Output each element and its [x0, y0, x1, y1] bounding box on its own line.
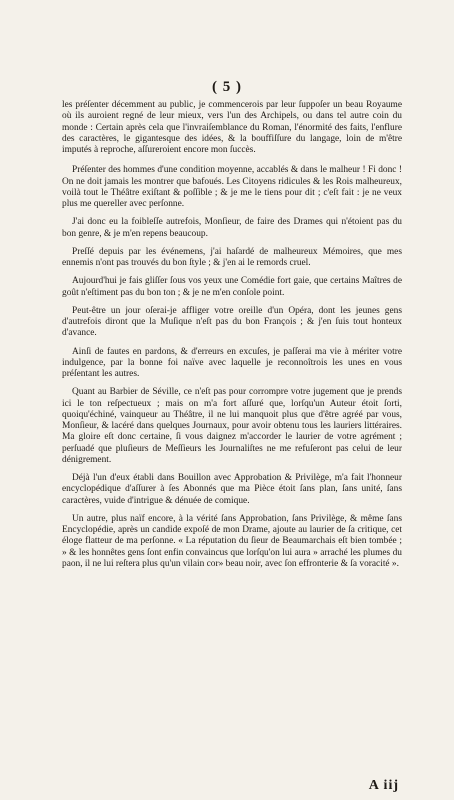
paragraph: Aujourd'hui je fais gliſſer ſous vos yeux une Comédie fort gaie, que certains Maîtres de goût n'eſtiment pas du bon ton ; & je ne m'en conſole point. [62, 276, 402, 298]
paragraph: Un autre, plus naïf encore, à la vérité ſans Approbation, ſans Privilège, & même ſans Encyclopédie, après un candide expoſé de mon Drame, ajoute au laurier de ſa critique, cet éloge flatteur de ma perſonne. « La réputation du ſieur de Beaumarchais eſt bien tombée ; » & les honnêtes gens ſont enfin convaincus que lorſqu'on lui aura » arraché les plumes du paon, il ne lui reſtera plus qu'un vilain cor» beau noir, avec ſon effronterie & ſa voracité ». [62, 513, 402, 569]
paragraph: les préſenter décemment au public, je commencerois par leur ſuppoſer un beau Royaume où ils auroient regné de leur mieux, vers l'un des Archipels, ou dans tel autre coin du monde : Certain après cela que l'invraiſemblance du Roman, l'énormité des faits, l'enflure des caractères, le gigantesque des idées, & la bouffiſſure du langage, loin de m'être imputés à reproche, aſſureroient encore mon ſuccès. [62, 100, 402, 155]
paragraph: Préſenter des hommes d'une condition moyenne, accablés & dans le malheur ! Fi donc ! On ne doit jamais les montrer que bafoués. Les Citoyens ridicules & les Rois malheureux, voilà tout le Théâtre exiſtant & poſſible ; & je me le tiens pour dit ; c'eſt fait : je ne veux plus me quereller avec perſonne. [62, 165, 402, 209]
paragraph: Peut-être un jour oſerai-je affliger votre oreille d'un Opéra, dont les jeunes gens d'autrefois diront que la Muſique n'eſt pas du bon François ; & j'en ſuis tout honteux d'avance. [62, 305, 402, 339]
paragraph: Quant au Barbier de Séville, ce n'eſt pas pour corrompre votre jugement que je prends ici le ton reſpectueux ; mais on m'a fort aſſuré que, lorſqu'un Auteur étoit ſorti, quoiqu'échiné, vainqueur au Théâtre, il ne lui manquoit plus que d'être agréé par vous, Monſieur, & lacéré dans quelques Journaux, pour avoir obtenu tous les lauriers littéraires. Ma gloire eſt donc certaine, ſi vous daignez m'accorder le laurier de votre agrément ; perſuadé que pluſieurs de Meſſieurs les Journaliſtes ne me refuſeront pas celui de leur dénigrement. [62, 387, 402, 465]
paragraph: Ainſi de fautes en pardons, & d'erreurs en excuſes, je paſſerai ma vie à mériter votre indulgence, par la bonne foi naïve avec laquelle je reconnoîtrois les unes en vous préſentant les autres. [62, 346, 402, 379]
page-number: ( 5 ) [212, 79, 242, 95]
body-text [62, 100, 402, 570]
paragraph: J'ai donc eu la foibleſſe autrefois, Monſieur, de faire des Drames qui n'étoient pas du bon genre, & je m'en repens beaucoup. [62, 217, 402, 239]
signature-mark: A iij [368, 778, 399, 793]
paragraph: Preſſé depuis par les événemens, j'ai haſardé de malheureux Mémoires, que mes ennemis n'ont pas trouvés du bon ſtyle ; & j'en ai le remords cruel. [62, 246, 402, 268]
paragraph: Déjà l'un d'eux établi dans Bouillon avec Approbation & Privilège, m'a fait l'honneur encyclopédique d'aſſurer à ſes Abonnés que ma Pièce étoit ſans plan, ſans unité, ſans caractères, vuide d'intrigue & dénuée de comique. [62, 473, 402, 506]
